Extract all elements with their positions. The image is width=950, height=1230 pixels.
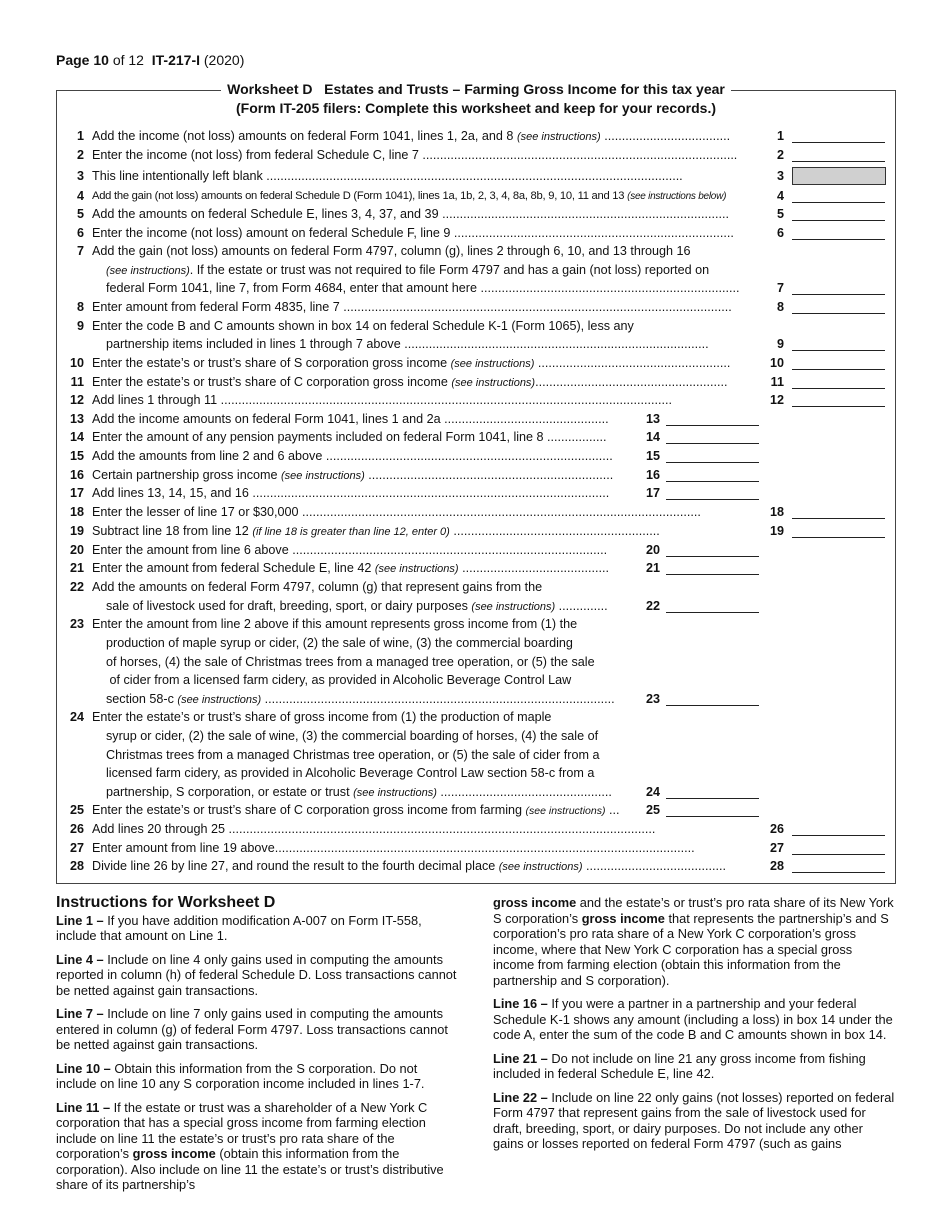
line-text: Add the gain (not loss) amounts on federal Schedule D (Form 1041), lines 1a, 1b, 2, 3, 4, 8a, 8b, 9, 10, 11 and 13 bbox=[92, 190, 625, 202]
line-text: Add the amounts from line 2 and 6 above bbox=[92, 449, 323, 463]
line-4 bbox=[56, 187, 894, 205]
line-11 bbox=[56, 373, 894, 391]
amount-field-28[interactable] bbox=[792, 872, 885, 873]
line-ref: 22 bbox=[645, 599, 660, 613]
line-number: 13 bbox=[69, 412, 84, 426]
line-number: 15 bbox=[69, 449, 84, 463]
line-7-cont bbox=[56, 261, 894, 279]
leader-dots: ................. bbox=[543, 430, 607, 444]
line-number: 16 bbox=[69, 468, 84, 482]
line-number: 17 bbox=[69, 486, 84, 500]
line-number: 3 bbox=[76, 169, 84, 183]
shaded-blank-box bbox=[792, 167, 886, 185]
line-24 bbox=[56, 708, 894, 726]
line-text: federal Form 1041, line 7, from Form 4684, enter that amount here bbox=[106, 281, 478, 295]
leader-dots: .......................................................................................... bbox=[418, 148, 738, 162]
line-6 bbox=[56, 224, 894, 242]
line-15 bbox=[56, 447, 894, 465]
line-text: Add lines 1 through 11 bbox=[92, 393, 218, 407]
instruction-line-11: Line 11 – If the estate or trust was a shareholder of a New York C corporation that has a special gross income from farming election include on line 11 the estate’s or trust’s pro rata share of the corporation’s gross income (obtain this information from the corporation). Also include on line 11 the estate’s or trust’s distributive share of its partnership’s bbox=[56, 1099, 444, 1192]
page-total: of 12 bbox=[112, 52, 144, 68]
line-12 bbox=[56, 391, 894, 409]
line-1 bbox=[56, 127, 894, 145]
line-10 bbox=[56, 354, 894, 372]
line-note: (see instructions below) bbox=[627, 191, 727, 202]
line-text: of horses, (4) the sale of Christmas trees from a managed tree operation, or (5) the sale bbox=[106, 655, 595, 669]
line-number: 19 bbox=[69, 524, 84, 538]
line-9-cont bbox=[56, 335, 894, 353]
line-24-cont bbox=[56, 783, 894, 801]
line-ref: 2 bbox=[776, 148, 784, 162]
amount-field-16[interactable] bbox=[666, 481, 759, 482]
line-3 bbox=[56, 167, 894, 185]
leader-dots: ....................................................................................................................... bbox=[262, 169, 683, 183]
line-number: 5 bbox=[76, 207, 84, 221]
line-9 bbox=[56, 317, 894, 335]
page-header bbox=[56, 52, 244, 68]
line-text: Add lines 13, 14, 15, and 16 bbox=[92, 486, 249, 500]
worksheet-title bbox=[56, 80, 896, 118]
leader-dots: ........................................................... bbox=[449, 524, 660, 538]
amount-field-24[interactable] bbox=[666, 798, 759, 799]
line-ref: 25 bbox=[645, 803, 660, 817]
leader-dots: ... bbox=[605, 803, 620, 817]
line-number: 6 bbox=[76, 226, 84, 240]
amount-field-23[interactable] bbox=[666, 705, 759, 706]
line-text: Enter the estate’s or trust’s share of C corporation gross income bbox=[92, 375, 448, 389]
line-25 bbox=[56, 801, 894, 819]
line-ref: 6 bbox=[776, 226, 784, 240]
line-ref: 4 bbox=[776, 189, 784, 203]
line-27 bbox=[56, 839, 894, 857]
leader-dots: .................................................................................. bbox=[438, 207, 729, 221]
line-note: (see instructions) bbox=[525, 805, 606, 817]
line-ref: 26 bbox=[769, 822, 784, 836]
line-note: (if line 18 is greater than line 12, enter 0) bbox=[252, 526, 450, 538]
line-number: 2 bbox=[76, 148, 84, 162]
amount-field-18[interactable] bbox=[792, 518, 885, 519]
page-word: Page bbox=[56, 52, 90, 68]
line-text: of cider from a licensed farm cidery, as provided in Alcoholic Beverage Control Law bbox=[106, 673, 572, 687]
line-7-cont2 bbox=[56, 279, 894, 297]
instruction-line-1: Line 1 – If you have addition modification A-007 on Form IT-558, include that amount on Line 1. bbox=[56, 912, 422, 943]
amount-field-27[interactable] bbox=[792, 854, 885, 855]
line-ref: 3 bbox=[776, 169, 784, 183]
line-16 bbox=[56, 466, 894, 484]
instruction-line-21: Line 21 – Do not include on line 21 any gross income from fishing included in federal Schedule E, line 42. bbox=[493, 1050, 866, 1081]
form-year: (2020) bbox=[203, 52, 245, 68]
line-text: Add the amounts on federal Schedule E, lines 3, 4, 37, and 39 bbox=[92, 207, 439, 221]
line-ref: 5 bbox=[776, 207, 784, 221]
instructions-left-column bbox=[56, 895, 460, 1201]
leader-dots: ............................................................................................................... bbox=[339, 300, 732, 314]
amount-field-26[interactable] bbox=[792, 835, 885, 836]
amount-field-17[interactable] bbox=[666, 499, 759, 500]
line-ref: 10 bbox=[769, 356, 784, 370]
line-ref: 19 bbox=[769, 524, 784, 538]
line-text: Add the income amounts on federal Form 1041, lines 1 and 2a bbox=[92, 412, 441, 426]
amount-field-15[interactable] bbox=[666, 462, 759, 463]
line-ref: 16 bbox=[645, 468, 660, 482]
leader-dots: ...................................................................... bbox=[364, 468, 614, 482]
leader-dots: ...................................................................................................... bbox=[248, 486, 610, 500]
line-13 bbox=[56, 410, 894, 428]
line-text: Enter the code B and C amounts shown in box 14 on federal Schedule K-1 (Form 1065), less any bbox=[92, 319, 634, 333]
line-number: 1 bbox=[76, 129, 84, 143]
amount-field-12[interactable] bbox=[792, 406, 885, 407]
line-text: Add the income (not loss) amounts on federal Form 1041, lines 1, 2a, and 8 bbox=[92, 129, 514, 143]
line-ref: 1 bbox=[776, 129, 784, 143]
line-21 bbox=[56, 559, 894, 577]
instruction-line-22: Line 22 – Include on line 22 only gains (not losses) reported on federal Form 4797 that represent gains from the sale of livestock used for draft, breeding, sport, or dairy purposes. Do not include any other gains or losses reported on federal Form 4797 (such as gains bbox=[493, 1089, 895, 1151]
line-note: (see instructions) bbox=[450, 358, 535, 370]
leader-dots: ....................................................... bbox=[534, 356, 731, 370]
line-number: 11 bbox=[70, 375, 84, 389]
line-text: . If the estate or trust was not required to file Form 4797 and has a gain (not loss) reported on bbox=[189, 263, 710, 277]
line-7 bbox=[56, 242, 894, 260]
line-26 bbox=[56, 820, 894, 838]
line-note: (see instructions) bbox=[374, 563, 459, 575]
line-8 bbox=[56, 298, 894, 316]
line-text: Add the amounts on federal Form 4797, column (g) that represent gains from the bbox=[92, 580, 543, 594]
line-number: 22 bbox=[69, 580, 84, 594]
line-23-cont bbox=[56, 690, 894, 708]
amount-field-2[interactable] bbox=[792, 161, 885, 162]
line-22-cont bbox=[56, 597, 894, 615]
line-text: licensed farm cidery, as provided in Alcoholic Beverage Control Law section 58-c from a bbox=[106, 766, 595, 780]
line-text: Enter the estate’s or trust’s share of C corporation gross income from farming bbox=[92, 803, 523, 817]
line-17 bbox=[56, 484, 894, 502]
line-ref: 17 bbox=[645, 486, 660, 500]
line-text: Christmas trees from a managed Christmas tree operation, or (5) the sale of cider from a bbox=[106, 748, 600, 762]
line-number: 14 bbox=[69, 430, 84, 444]
line-text: Enter the estate’s or trust’s share of S corporation gross income bbox=[92, 356, 448, 370]
line-note: (see instructions) bbox=[281, 470, 365, 482]
line-text: production of maple syrup or cider, (2) the sale of wine, (3) the commercial boarding bbox=[106, 636, 573, 650]
leader-dots: .......................................................................................... bbox=[288, 543, 608, 557]
amount-field-19[interactable] bbox=[792, 537, 885, 538]
line-text: partnership items included in lines 1 through 7 above bbox=[106, 337, 401, 351]
line-note: (see instructions) bbox=[451, 377, 536, 389]
worksheet-title-line1: Worksheet D Estates and Trusts – Farming Gross Income for this tax year bbox=[221, 81, 731, 97]
leader-dots: ....................................................................................... bbox=[400, 337, 709, 351]
line-20 bbox=[56, 541, 894, 559]
form-number: IT-217-I bbox=[151, 52, 200, 68]
line-number: 4 bbox=[76, 189, 84, 203]
line-text: This line intentionally left blank bbox=[92, 169, 263, 183]
amount-field-6[interactable] bbox=[792, 239, 885, 240]
amount-field-21[interactable] bbox=[666, 574, 759, 575]
line-18 bbox=[56, 503, 894, 521]
line-2 bbox=[56, 146, 894, 164]
leader-dots: ....................................................... bbox=[535, 375, 728, 389]
amount-field-10[interactable] bbox=[792, 369, 885, 370]
line-note: (see instructions) bbox=[516, 131, 601, 143]
line-text: Enter the amount from federal Schedule E, line 42 bbox=[92, 561, 372, 575]
instruction-line-11-cont: gross income and the estate’s or trust’s pro rata share of its New York S corporation’s gross income that represents the partnership’s and S corporation’s pro rata share of a New York C corporation’s gross income, where that New York C corporation has a special gross income from farming election (obtain this information from the partnership and S corporation). bbox=[493, 895, 894, 988]
line-ref: 12 bbox=[769, 393, 784, 407]
line-ref: 21 bbox=[645, 561, 660, 575]
leader-dots: ................................................................................ bbox=[450, 226, 734, 240]
instructions-heading: Instructions for Worksheet D bbox=[56, 894, 276, 911]
line-number: 9 bbox=[76, 319, 84, 333]
line-ref: 8 bbox=[776, 300, 784, 314]
line-note: (see instructions) bbox=[177, 694, 262, 706]
line-text: Enter the income (not loss) from federal Schedule C, line 7 bbox=[92, 148, 419, 162]
leader-dots: .................................... bbox=[600, 129, 731, 143]
line-ref: 20 bbox=[645, 543, 660, 557]
line-ref: 11 bbox=[770, 375, 784, 389]
line-ref: 14 bbox=[645, 430, 660, 444]
leader-dots: .............. bbox=[555, 599, 608, 613]
leader-dots: ............................................... bbox=[440, 412, 609, 426]
worksheet-title-line2: (Form IT-205 filers: Complete this worksheet and keep for your records.) bbox=[230, 100, 722, 116]
line-text: Enter the lesser of line 17 or $30,000 bbox=[92, 505, 299, 519]
leader-dots: .................................................................................................... bbox=[261, 692, 615, 706]
leader-dots: .......................................................................................................................... bbox=[225, 822, 656, 836]
page-number: 10 bbox=[93, 52, 109, 68]
line-ref: 15 bbox=[645, 449, 660, 463]
line-number: 23 bbox=[69, 617, 84, 631]
amount-field-20[interactable] bbox=[666, 556, 759, 557]
line-14 bbox=[56, 428, 894, 446]
line-text: Enter the amount from line 6 above bbox=[92, 543, 289, 557]
amount-field-9[interactable] bbox=[792, 350, 885, 351]
line-text: Add the gain (not loss) amounts on federal Form 4797, column (g), lines 2 through 6, 10, and 13 through 16 bbox=[92, 244, 691, 258]
line-number: 27 bbox=[69, 841, 84, 855]
leader-dots: .......................................................................... bbox=[477, 281, 740, 295]
line-number: 24 bbox=[69, 710, 84, 724]
leader-dots: .................................................................................................................. bbox=[298, 505, 701, 519]
instruction-line-7: Line 7 – Include on line 7 only gains used in computing the amounts entered in column (g) of federal Form 4797. Loss transactions cannot be netted against gain transactions. bbox=[56, 1006, 448, 1052]
line-number: 26 bbox=[69, 822, 84, 836]
amount-field-13[interactable] bbox=[666, 425, 759, 426]
line-text: Enter amount from federal Form 4835, line 7 bbox=[92, 300, 340, 314]
instruction-line-10: Line 10 – Obtain this information from the S corporation. Do not include on line 10 any S corporation income included in lines 1-7. bbox=[56, 1060, 425, 1091]
line-ref: 18 bbox=[769, 505, 784, 519]
line-text: Add lines 20 through 25 bbox=[92, 822, 226, 836]
amount-field-4[interactable] bbox=[792, 202, 885, 203]
line-text: sale of livestock used for draft, breeding, sport, or dairy purposes bbox=[106, 599, 468, 613]
line-text: Enter the income (not loss) amount on federal Schedule F, line 9 bbox=[92, 226, 451, 240]
line-text: syrup or cider, (2) the sale of wine, (3) the commercial boarding of horses, (4) the sale of bbox=[106, 729, 599, 743]
amount-field-14[interactable] bbox=[666, 443, 759, 444]
instruction-line-4: Line 4 – Include on line 4 only gains used in computing the amounts reported in column (h) of federal Schedule D. Loss transactions cannot be netted against gain transactions. bbox=[56, 951, 457, 998]
line-note: (see instructions) bbox=[106, 265, 190, 277]
line-23 bbox=[56, 615, 894, 633]
amount-field-8[interactable] bbox=[792, 313, 885, 314]
leader-dots: ................................................................................................................................. bbox=[217, 393, 672, 407]
leader-dots: .......................................... bbox=[458, 561, 610, 575]
line-note: (see instructions) bbox=[471, 601, 556, 613]
line-28 bbox=[56, 857, 894, 875]
line-number: 10 bbox=[69, 356, 84, 370]
instructions-right-column bbox=[493, 895, 895, 1160]
line-ref: 9 bbox=[776, 337, 784, 351]
line-text: Enter the estate’s or trust’s share of gross income from (1) the production of maple bbox=[92, 710, 552, 724]
line-ref: 27 bbox=[769, 841, 784, 855]
line-ref: 7 bbox=[776, 281, 784, 295]
line-text: section 58-c bbox=[106, 692, 174, 706]
amount-field-22[interactable] bbox=[666, 612, 759, 613]
line-19 bbox=[56, 522, 894, 540]
leader-dots: .................................................................................. bbox=[322, 449, 613, 463]
line-ref: 13 bbox=[645, 412, 660, 426]
line-22 bbox=[56, 578, 894, 596]
line-text: partnership, S corporation, or estate or trust bbox=[106, 785, 350, 799]
line-text: Enter the amount of any pension payments included on federal Form 1041, line 8 bbox=[92, 430, 544, 444]
leader-dots: ........................................ bbox=[582, 859, 726, 873]
line-number: 20 bbox=[69, 543, 84, 557]
amount-field-5[interactable] bbox=[792, 220, 885, 221]
line-text: Divide line 26 by line 27, and round the result to the fourth decimal place bbox=[92, 859, 496, 873]
line-ref: 23 bbox=[645, 692, 660, 706]
leader-dots: ................................................. bbox=[436, 785, 612, 799]
line-number: 28 bbox=[69, 859, 84, 873]
line-text: Subtract line 18 from line 12 bbox=[92, 524, 249, 538]
amount-field-7[interactable] bbox=[792, 294, 885, 295]
line-number: 8 bbox=[76, 300, 84, 314]
line-number: 18 bbox=[69, 505, 84, 519]
line-5 bbox=[56, 205, 894, 223]
line-number: 7 bbox=[76, 244, 84, 258]
line-ref: 28 bbox=[769, 859, 784, 873]
line-text: Enter amount from line 19 above bbox=[92, 841, 275, 855]
line-text: Enter the amount from line 2 above if this amount represents gross income from (1) the bbox=[92, 617, 578, 631]
leader-dots: ........................................................................................................................ bbox=[274, 841, 695, 855]
line-ref: 24 bbox=[645, 785, 660, 799]
line-number: 21 bbox=[69, 561, 84, 575]
instruction-line-16: Line 16 – If you were a partner in a partnership and your federal Schedule K-1 shows any amount (including a loss) in box 14 under the code A, enter the sum of the code B and C amounts shown in box 14. bbox=[493, 996, 893, 1042]
amount-field-25[interactable] bbox=[666, 816, 759, 817]
line-note: (see instructions) bbox=[353, 787, 437, 799]
amount-field-1[interactable] bbox=[792, 142, 885, 143]
line-number: 25 bbox=[69, 803, 84, 817]
line-number: 12 bbox=[69, 393, 84, 407]
amount-field-11[interactable] bbox=[792, 388, 885, 389]
line-note: (see instructions) bbox=[498, 861, 583, 873]
line-text: Certain partnership gross income bbox=[92, 468, 278, 482]
